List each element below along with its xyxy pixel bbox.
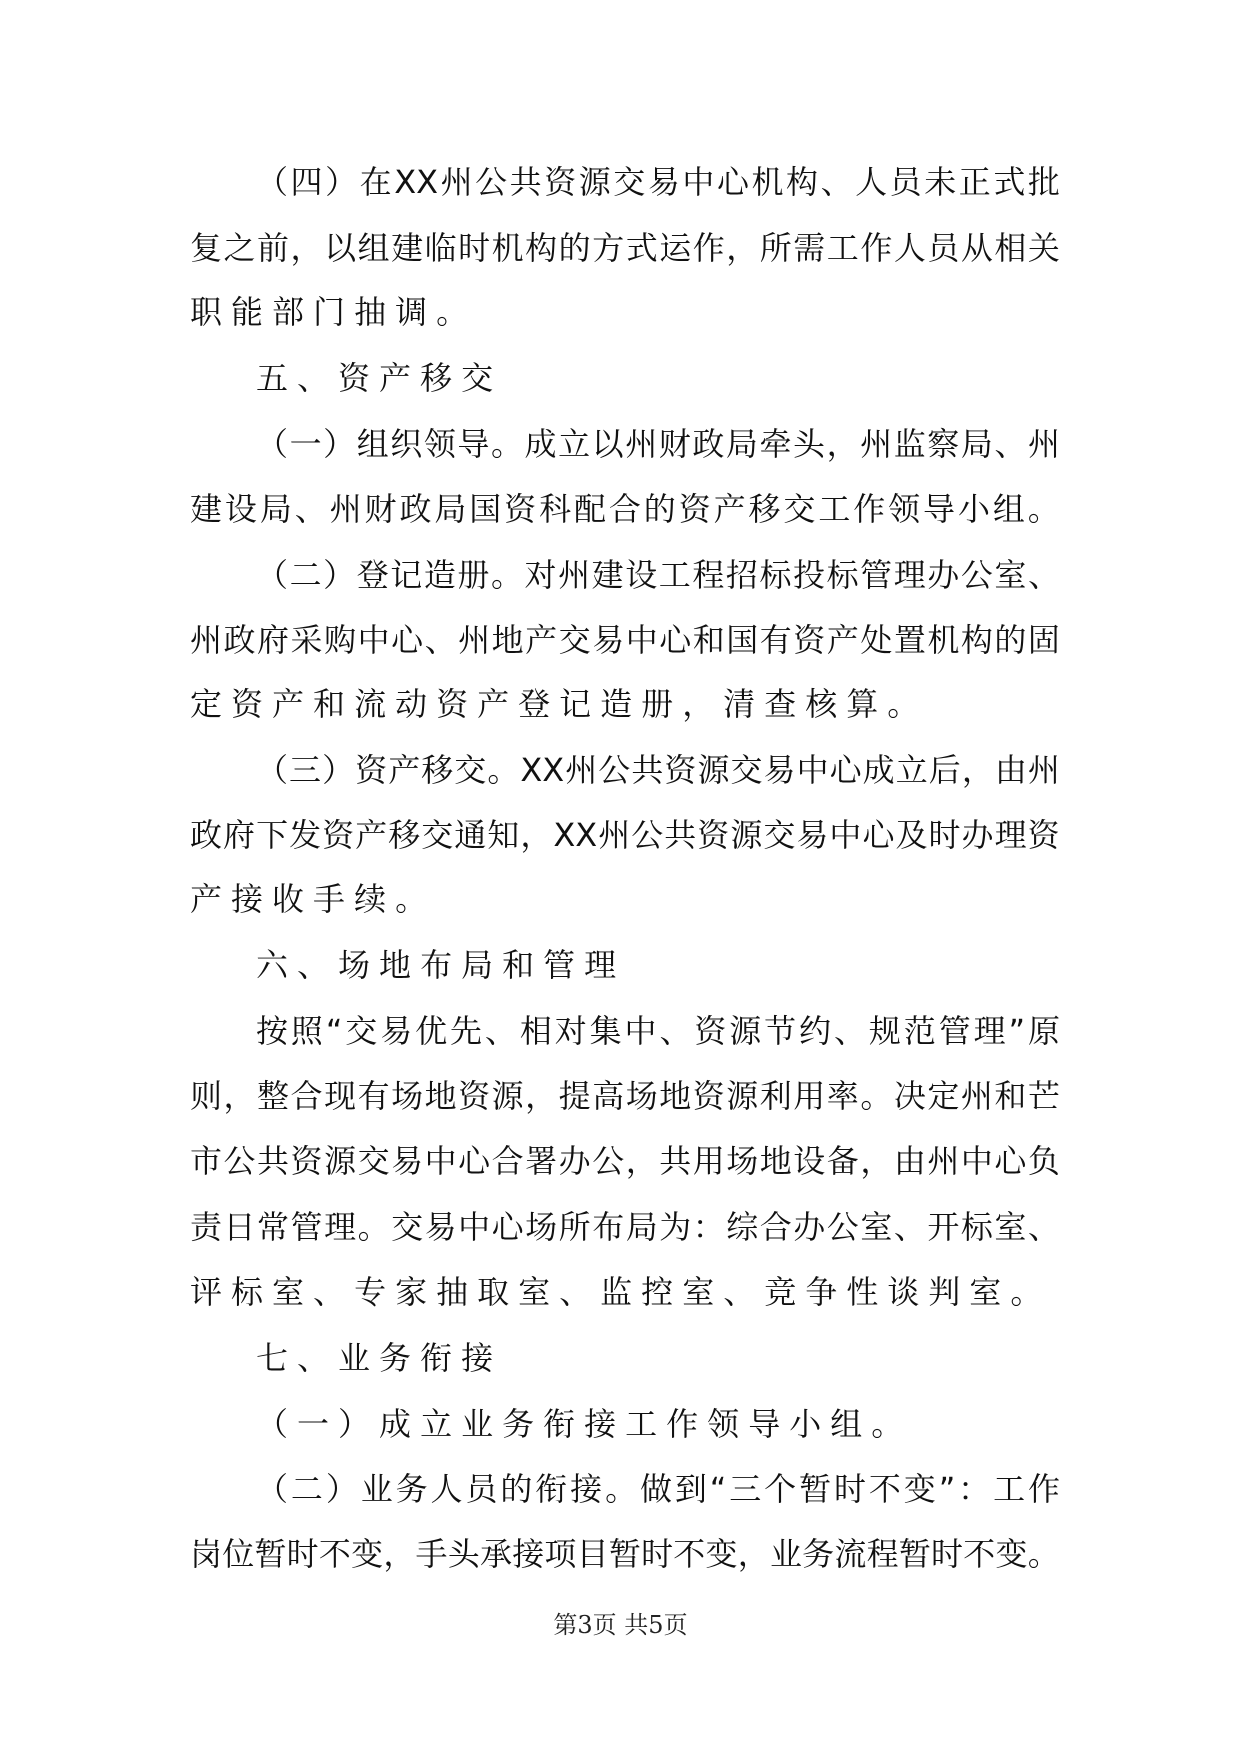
text-line: 评 标 室 、 专 家 抽 取 室 、 监 控 室 、 竞 争 性 谈 判 室 。 bbox=[190, 1273, 1043, 1311]
text-line: （ 四 ） 在 XX 州 公 共 资 源 交 易 中 心 机 构 、 人 员 未 正 式 批 bbox=[256, 163, 1060, 201]
text-line: 建 设 局 、 州 财 政 局 国 资 科 配 合 的 资 产 移 交 工 作 领 导 小 组 。 bbox=[190, 490, 1060, 528]
text-line: 岗 位 暂 时 不 变 ， 手 头 承 接 项 目 暂 时 不 变 ， 业 务 流 程 暂 时 不 变 。 bbox=[190, 1535, 1060, 1573]
text-line: （ 二 ） 业 务 人 员 的 衔 接 。 做 到 “ 三 个 暂 时 不 变 ” ： 工 作 bbox=[256, 1470, 1060, 1508]
text-line: 则 ， 整 合 现 有 场 地 资 源 ， 提 高 场 地 资 源 利 用 率 。 决 定 州 和 芒 bbox=[190, 1077, 1060, 1115]
text-line: （ 三 ） 资 产 移 交 。 XX 州 公 共 资 源 交 易 中 心 成 立 后 ， 由 州 bbox=[256, 751, 1060, 789]
text-line: （ 一 ） 成 立 业 务 衔 接 工 作 领 导 小 组 。 bbox=[256, 1405, 904, 1443]
text-line: 产 接 收 手 续 。 bbox=[190, 880, 428, 918]
text-line: 州 政 府 采 购 中 心 、 州 地 产 交 易 中 心 和 国 有 资 产 处 置 机 构 的 固 bbox=[190, 621, 1060, 659]
text-line: （ 一 ） 组 织 领 导 。 成 立 以 州 财 政 局 牵 头 ， 州 监 察 局 、 州 bbox=[256, 425, 1060, 463]
text-line: 职 能 部 门 抽 调 。 bbox=[190, 293, 469, 331]
page-footer: 第3页 共5页 bbox=[553, 1611, 688, 1639]
text-line: 六 、 场 地 布 局 和 管 理 bbox=[256, 946, 617, 984]
text-line: （ 二 ） 登 记 造 册 。 对 州 建 设 工 程 招 标 投 标 管 理 办 公 室 、 bbox=[256, 556, 1060, 594]
text-line: 七 、 业 务 衔 接 bbox=[256, 1339, 494, 1377]
text-line: 五 、 资 产 移 交 bbox=[256, 359, 494, 397]
text-line: 政 府 下 发 资 产 移 交 通 知 ， XX 州 公 共 资 源 交 易 中 心 及 时 办 理 资 bbox=[190, 816, 1060, 854]
text-line: 责 日 常 管 理 。 交 易 中 心 场 所 布 局 为 ： 综 合 办 公 室 、 开 标 室 、 bbox=[190, 1208, 1060, 1246]
text-line: 定 资 产 和 流 动 资 产 登 记 造 册 ， 清 查 核 算 。 bbox=[190, 685, 920, 723]
text-line: 按 照 “ 交 易 优 先 、 相 对 集 中 、 资 源 节 约 、 规 范 管 理 ” 原 bbox=[256, 1012, 1060, 1050]
text-line: 复 之 前 ， 以 组 建 临 时 机 构 的 方 式 运 作 ， 所 需 工 作 人 员 从 相 关 bbox=[190, 229, 1060, 267]
text-line: 市 公 共 资 源 交 易 中 心 合 署 办 公 ， 共 用 场 地 设 备 ， 由 州 中 心 负 bbox=[190, 1142, 1060, 1180]
